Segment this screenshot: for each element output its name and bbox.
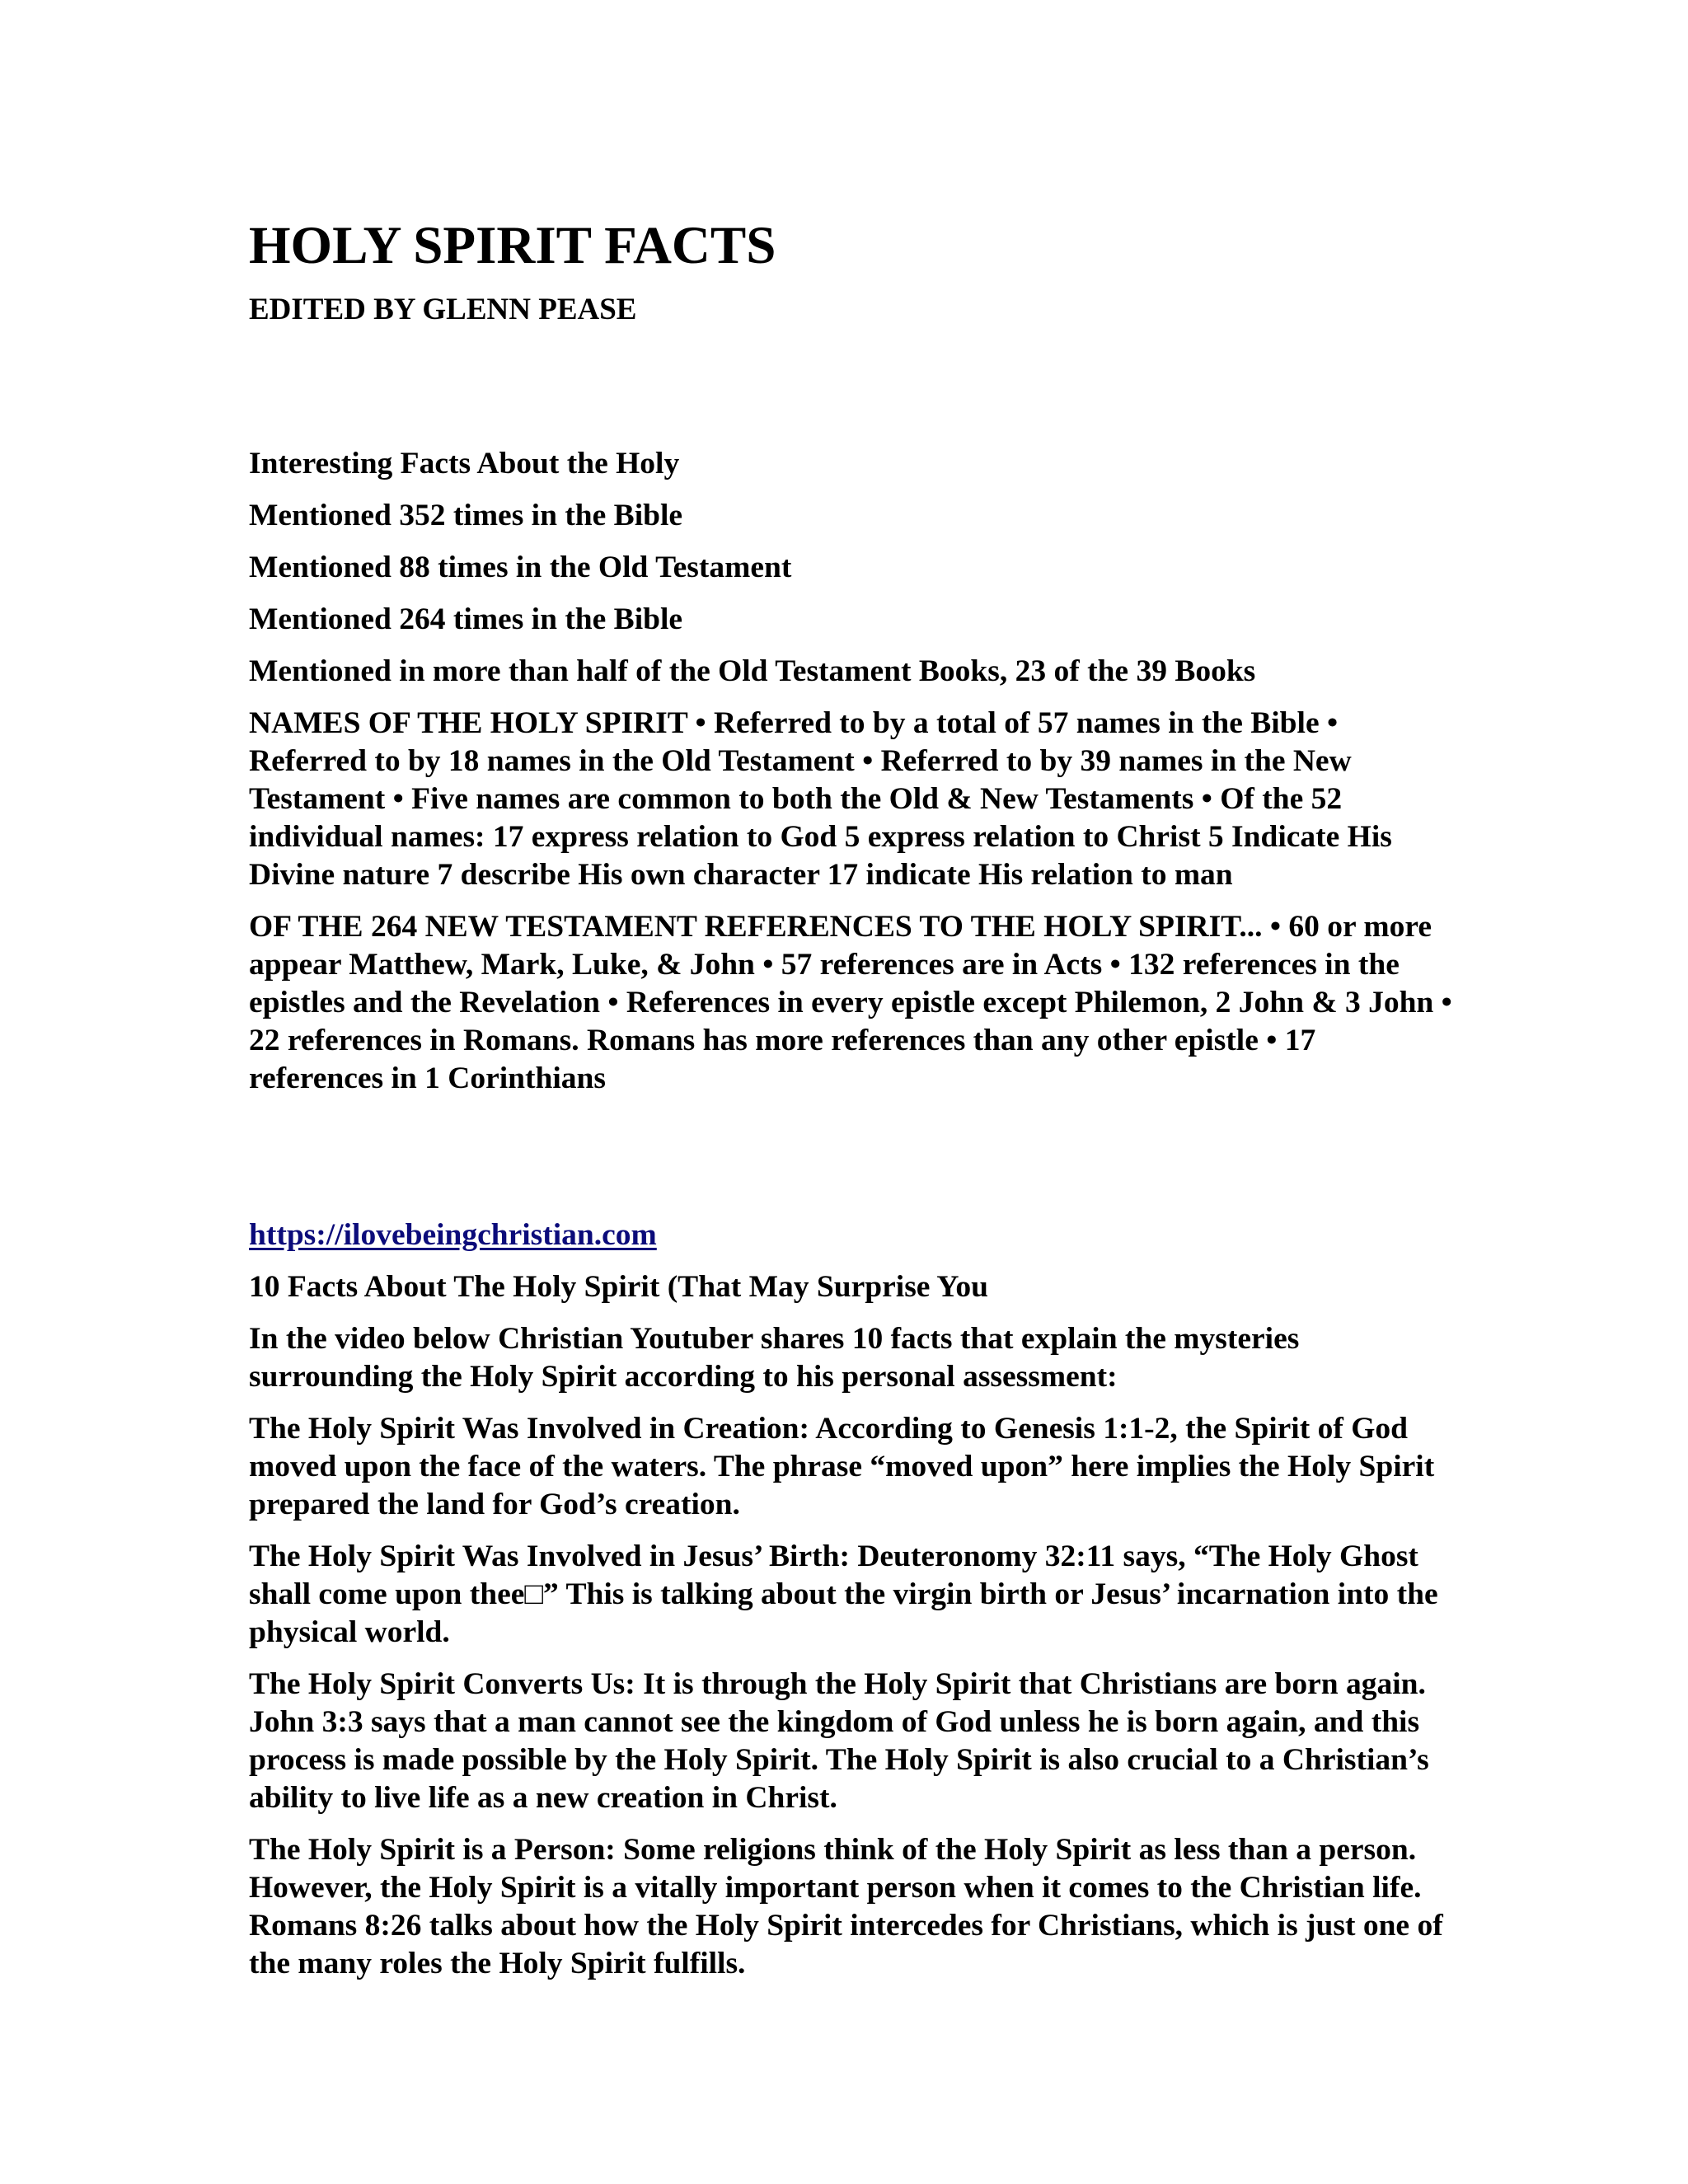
new-testament-references-paragraph: OF THE 264 NEW TESTAMENT REFERENCES TO THE HOLY SPIRIT... • 60 or more appear Matthew, Mark, Luke, & John • 57 references are in Acts • 132 references in the epistles and the Revelation • References in every epistle except Philemon, 2 John & 3 John • 22 references in Romans. Romans has more references than any other epistle • 17 references in 1 Corinthians — [249, 910, 1452, 1095]
fact-bible-mentions: Mentioned 352 times in the Bible — [249, 499, 683, 532]
article-intro: In the video below Christian Youtuber shares 10 facts that explain the mysteries surrounding the Holy Spirit according to his personal assessment: — [249, 1322, 1300, 1394]
source-link[interactable]: https://ilovebeingchristian.com — [249, 1218, 657, 1252]
fact-paragraph-person: The Holy Spirit is a Person: Some religions think of the Holy Spirit as less than a person. However, the Holy Spirit is a vitally important person when it comes to the Christian life. Romans 8:26 talks about how the Holy Spirit intercedes for Christians, which is just one of the many roles the Holy Spirit fulfills. — [249, 1833, 1443, 1980]
article-heading: 10 Facts About The Holy Spirit (That May Surprise You — [249, 1270, 988, 1304]
names-of-holy-spirit-paragraph: NAMES OF THE HOLY SPIRIT • Referred to by a total of 57 names in the Bible • Referred to by 18 names in the Old Testament • Referred to by 39 names in the New Testament • Five names are common to both the Old & New Testaments • Of the 52 individual names: 17 express relation to God 5 express relation to Christ 5 Indicate His Divine nature 7 describe His own character 17 indicate His relation to man — [249, 706, 1392, 892]
fact-paragraph-creation: The Holy Spirit Was Involved in Creation: According to Genesis 1:1-2, the Spirit of God moved upon the face of the waters. The phrase “moved upon” here implies the Holy Spirit prepared the land for God’s creation. — [249, 1412, 1435, 1521]
fact-old-testament-mentions: Mentioned 88 times in the Old Testament — [249, 551, 792, 584]
fact-bible-mentions-264: Mentioned 264 times in the Bible — [249, 602, 683, 636]
source-section — [249, 1216, 1452, 1997]
facts-intro-line: Interesting Facts About the Holy — [249, 447, 680, 480]
fact-paragraph-converts: The Holy Spirit Converts Us: It is through the Holy Spirit that Christians are born again. John 3:3 says that a man cannot see the kingdom of God unless he is born again, and this process is made possible by the Holy Spirit. The Holy Spirit is also crucial to a Christian’s ability to live life as a new creation in Christ. — [249, 1667, 1429, 1815]
editor-byline: EDITED BY GLENN PEASE — [249, 293, 637, 326]
facts-section — [249, 445, 1452, 1112]
source-link-line — [249, 1216, 1452, 1254]
fact-paragraph-birth: The Holy Spirit Was Involved in Jesus’ Birth: Deuteronomy 32:11 says, “The Holy Ghost shall come upon thee□” This is talking about the virgin birth or Jesus’ incarnation into the physical world. — [249, 1540, 1438, 1649]
page-title: HOLY SPIRIT FACTS — [249, 216, 776, 275]
fact-old-testament-books: Mentioned in more than half of the Old Testament Books, 23 of the 39 Books — [249, 654, 1256, 688]
